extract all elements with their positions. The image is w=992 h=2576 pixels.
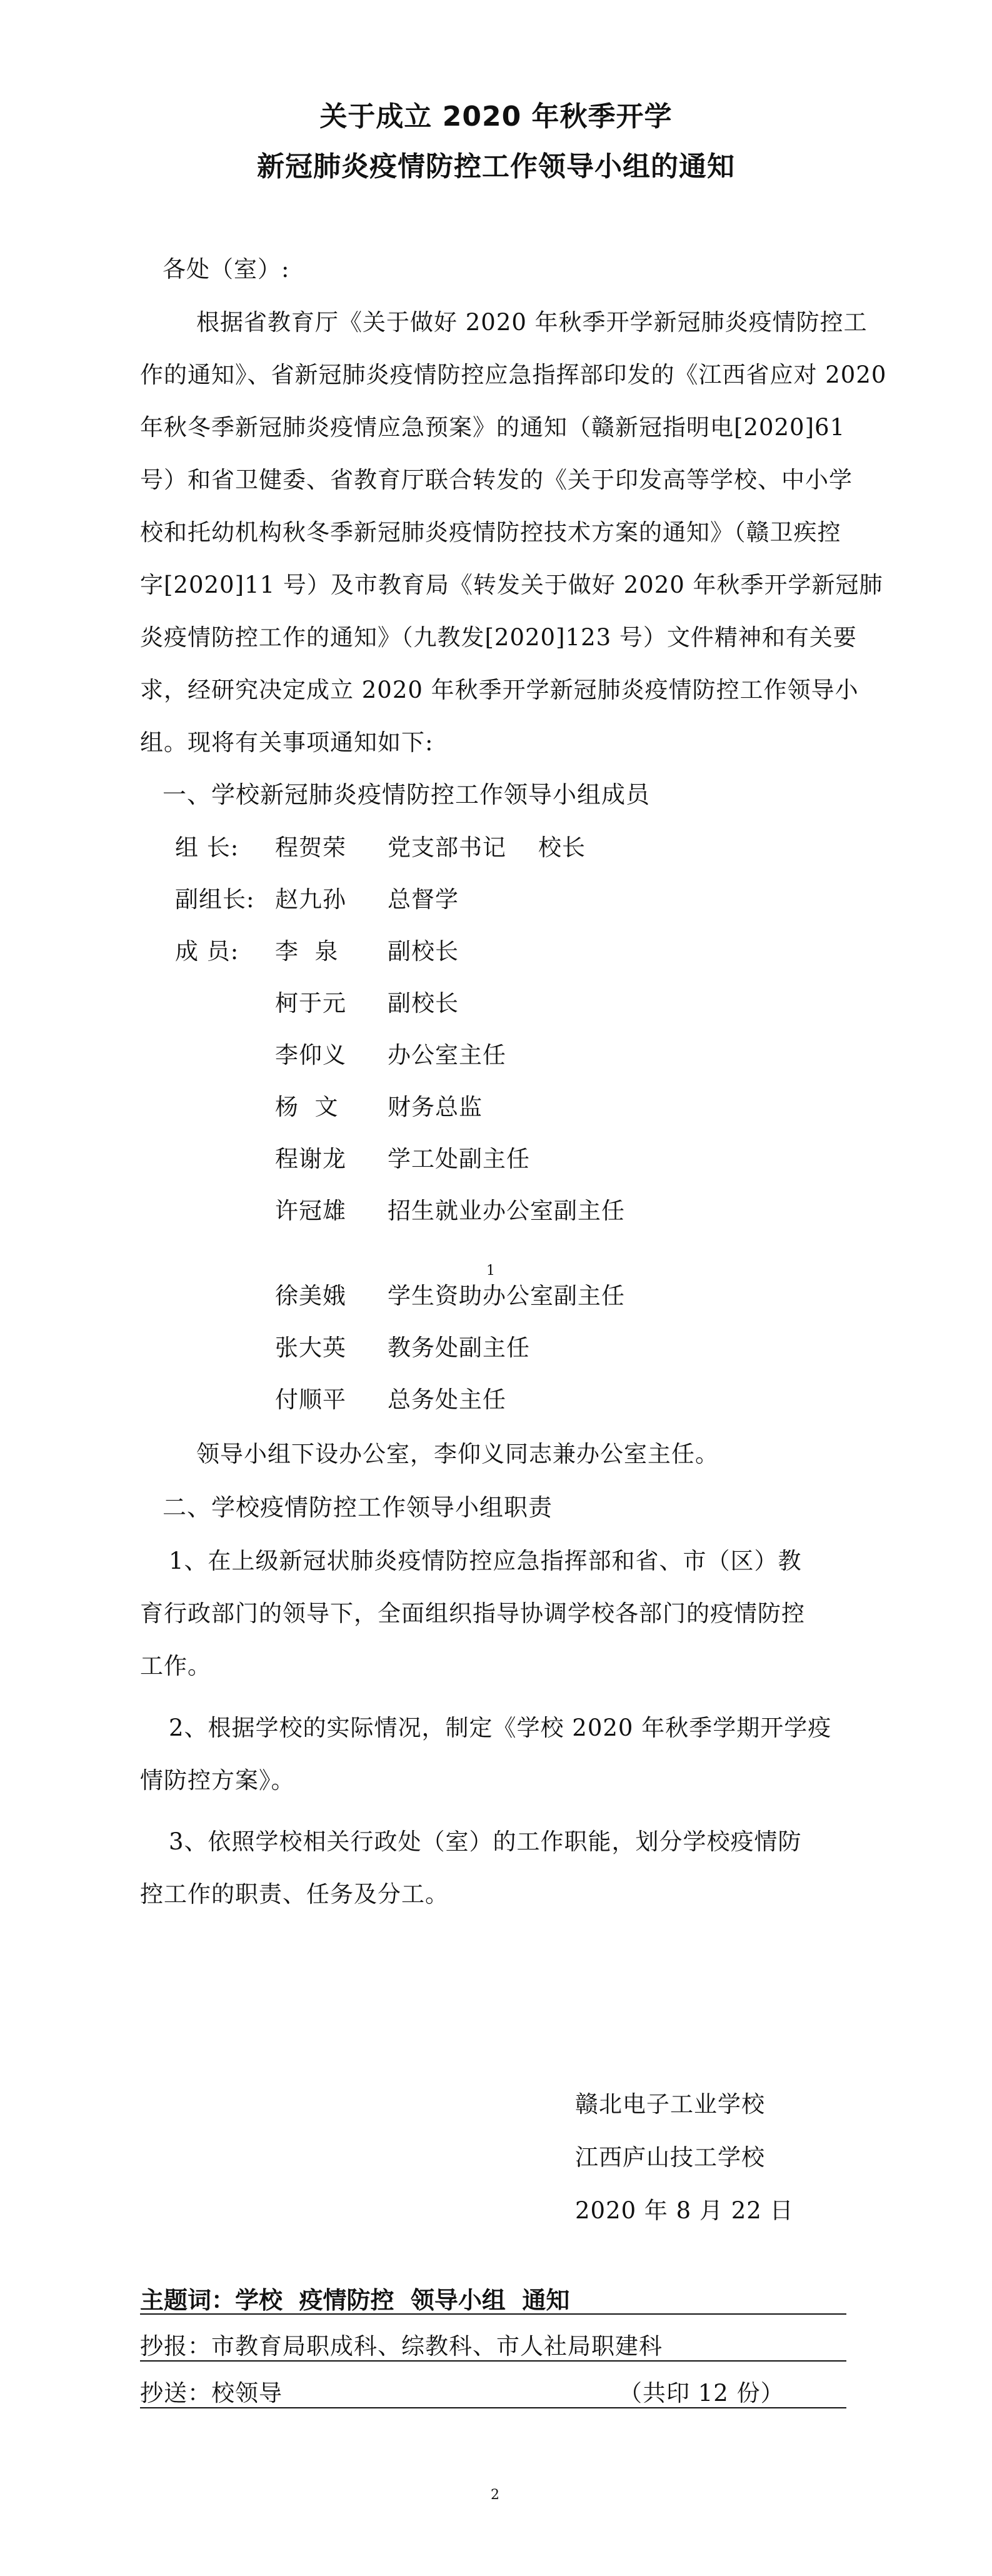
keywords-line: 主题词：学校 疫情防控 领导小组 通知: [140, 2287, 570, 2314]
member-title: 教务处副主任: [388, 1334, 530, 1361]
intro-line: 作的通知》、省新冠肺炎疫情防控应急指挥部印发的《江西省应对 2020: [140, 361, 887, 388]
leader-title: 党支部书记 校长: [388, 834, 586, 861]
member-title: 财务总监: [388, 1094, 483, 1120]
signature-org1: 赣北电子工业学校: [575, 2091, 765, 2118]
intro-line: 求，经研究决定成立 2020 年秋季开学新冠肺炎疫情防控工作领导小: [140, 677, 859, 703]
copies-count: （共印 12 份）: [619, 2380, 784, 2407]
member-name: 程谢龙: [275, 1145, 346, 1172]
page-number: 1: [486, 1263, 495, 1279]
intro-line: 根据省教育厅《关于做好 2020 年秋季开学新冠肺炎疫情防控工: [196, 309, 868, 336]
intro-line: 字[2020]11 号）及市教育局《转发关于做好 2020 年秋季开学新冠肺: [140, 571, 883, 598]
intro-line: 年秋冬季新冠肺炎疫情应急预案》的通知（赣新冠指明电[2020]61: [140, 414, 846, 441]
member-title: 副校长: [388, 990, 459, 1017]
duty-item-2-line2: 情防控方案》。: [140, 1767, 295, 1794]
leader-role-label: 组 长:: [175, 834, 239, 861]
duty-item-1-line2: 育行政部门的领导下，全面组织指导协调学校各部门的疫情防控: [140, 1600, 805, 1627]
signature-org2: 江西庐山技工学校: [575, 2144, 765, 2171]
page-number: 2: [491, 2487, 499, 2503]
duty-item-1-line1: 1、在上级新冠状肺炎疫情防控应急指挥部和省、市（区）教: [169, 1547, 802, 1574]
duty-item-3-line1: 3、依照学校相关行政处（室）的工作职能，划分学校疫情防: [169, 1828, 802, 1855]
member-name: 杨 文: [275, 1094, 339, 1120]
salutation: 各处（室）:: [163, 256, 290, 283]
report-to-line: 抄报：市教育局职成科、综教科、市人社局职建科: [140, 2333, 663, 2360]
section2-heading: 二、学校疫情防控工作领导小组职责: [163, 1494, 553, 1521]
deputy-name: 赵九孙: [275, 886, 346, 913]
leader-name: 程贺荣: [275, 834, 346, 861]
intro-line: 炎疫情防控工作的通知》（九教发[2020]123 号）文件精神和有关要: [140, 624, 857, 651]
member-name: 张大英: [275, 1334, 346, 1361]
member-name: 李 泉: [275, 938, 339, 965]
footer-rule-bottom: [140, 2407, 846, 2408]
document-title-line2: 新冠肺炎疫情防控工作领导小组的通知: [257, 151, 735, 183]
member-name: 许冠雄: [275, 1197, 346, 1224]
member-name: 柯于元: [275, 990, 346, 1017]
intro-line: 号）和省卫健委、省教育厅联合转发的《关于印发高等学校、中小学: [140, 466, 853, 493]
footer-rule-middle: [140, 2360, 846, 2362]
deputy-title: 总督学: [388, 886, 459, 913]
intro-line: 校和托幼机构秋冬季新冠肺炎疫情防控技术方案的通知》（赣卫疾控: [140, 519, 841, 546]
office-note: 领导小组下设办公室，李仰义同志兼办公室主任。: [196, 1441, 719, 1467]
member-title: 副校长: [388, 938, 459, 965]
member-name: 徐美娥: [275, 1282, 346, 1309]
member-title: 招生就业办公室副主任: [388, 1197, 625, 1224]
send-to-line: 抄送：校领导: [140, 2380, 283, 2407]
member-name: 李仰义: [275, 1042, 346, 1069]
deputy-role-label: 副组长:: [175, 886, 255, 913]
member-title: 学生资助办公室副主任: [388, 1282, 625, 1309]
document-title-line1: 关于成立 2020 年秋季开学: [319, 101, 673, 133]
intro-line: 组。现将有关事项通知如下:: [140, 729, 434, 756]
members-role-label: 成 员:: [175, 938, 239, 965]
duty-item-2-line1: 2、根据学校的实际情况，制定《学校 2020 年秋季学期开学疫: [169, 1714, 832, 1741]
duty-item-3-line2: 控工作的职责、任务及分工。: [140, 1881, 449, 1908]
section1-heading: 一、学校新冠肺炎疫情防控工作领导小组成员: [163, 781, 651, 808]
member-title: 总务处主任: [388, 1386, 506, 1413]
member-title: 办公室主任: [388, 1042, 506, 1069]
duty-item-1-line3: 工作。: [140, 1653, 211, 1679]
member-title: 学工处副主任: [388, 1145, 530, 1172]
footer-rule-top: [140, 2313, 846, 2315]
signature-date: 2020 年 8 月 22 日: [575, 2197, 794, 2224]
member-name: 付顺平: [275, 1386, 346, 1413]
